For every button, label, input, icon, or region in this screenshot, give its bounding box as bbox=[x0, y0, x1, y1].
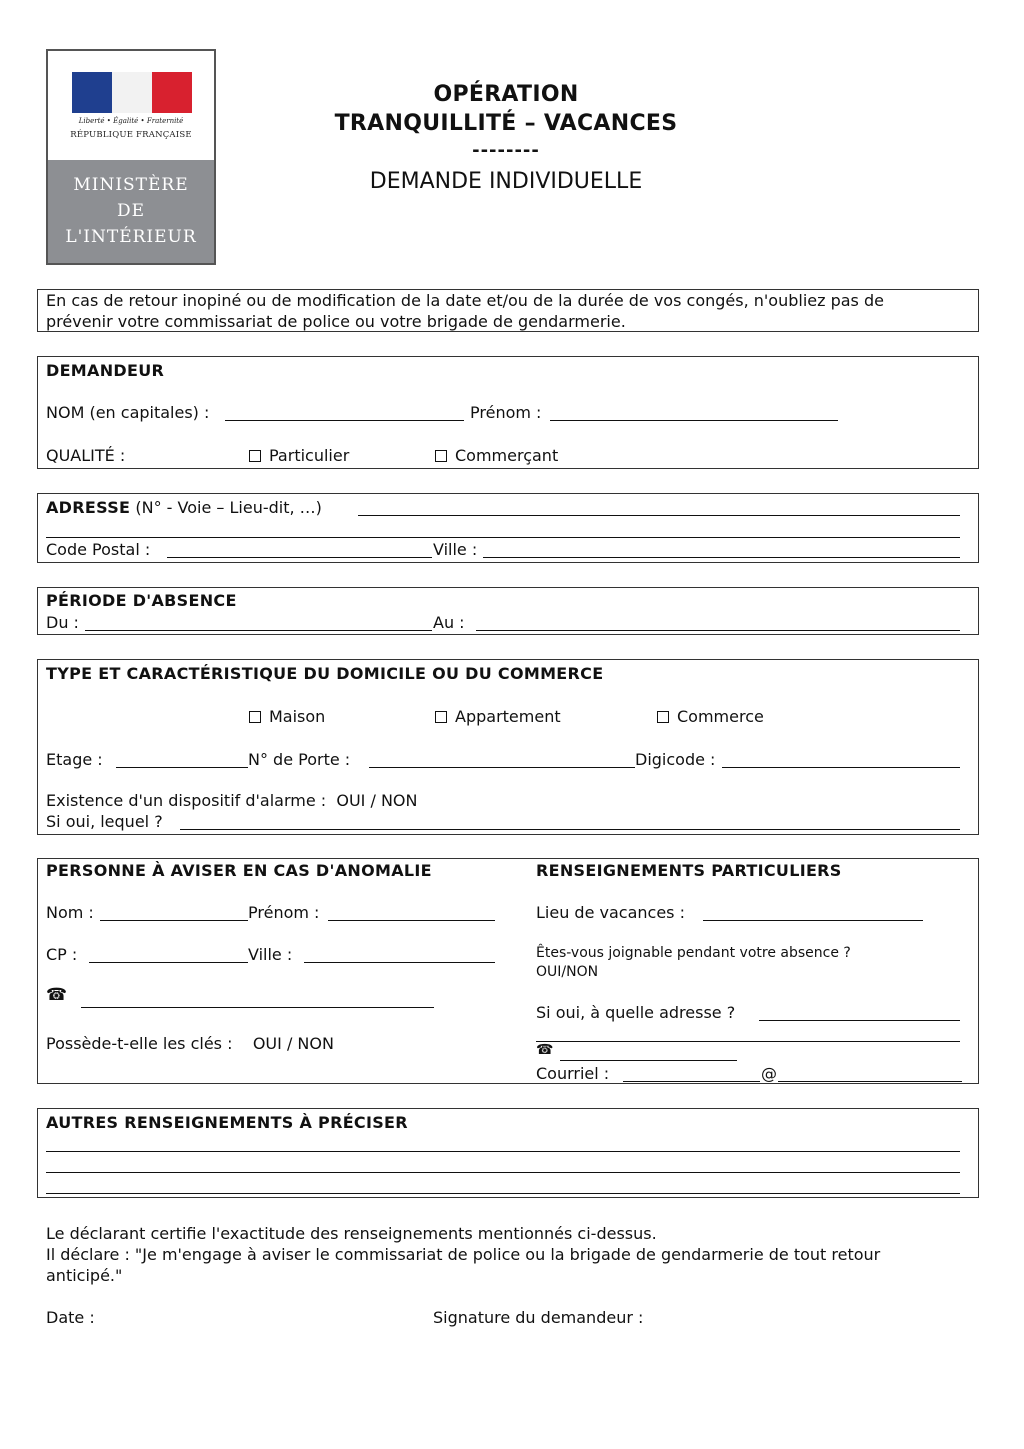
alarme-label: Existence d'un dispositif d'alarme : bbox=[46, 791, 327, 810]
ministry-line-3: L'INTÉRIEUR bbox=[65, 227, 197, 247]
commercant-checkbox[interactable] bbox=[435, 450, 447, 462]
commercant-label: Commerçant bbox=[455, 446, 559, 465]
declaration-line-2: Il déclare : "Je m'engage à aviser le commissariat de police ou la brigade de gendarmerie de tout retour bbox=[46, 1245, 881, 1264]
commerce-label: Commerce bbox=[677, 707, 764, 726]
du-field[interactable] bbox=[85, 630, 432, 631]
commercant-option[interactable] bbox=[435, 446, 558, 465]
form-subtitle: DEMANDE INDIVIDUELLE bbox=[369, 169, 643, 194]
prenom-label: Prénom : bbox=[470, 403, 542, 422]
personne-phone-icon: ☎ bbox=[46, 985, 68, 1005]
courriel-at-sign: @ bbox=[761, 1064, 777, 1083]
date-label: Date : bbox=[46, 1308, 95, 1327]
ministry-line-1: MINISTÈRE bbox=[73, 175, 189, 195]
autres-field-line-2[interactable] bbox=[46, 1172, 960, 1173]
declaration-line-1: Le déclarant certifie l'exactitude des renseignements mentionnés ci-dessus. bbox=[46, 1224, 657, 1243]
autres-heading: AUTRES RENSEIGNEMENTS À PRÉCISER bbox=[46, 1113, 408, 1132]
au-label: Au : bbox=[433, 613, 465, 632]
nom-label: NOM (en capitales) : bbox=[46, 403, 210, 422]
nom-field[interactable] bbox=[225, 420, 464, 421]
autres-field-line-1[interactable] bbox=[46, 1151, 960, 1152]
ministry-logo bbox=[46, 49, 216, 265]
cles-choice[interactable]: OUI / NON bbox=[252, 1034, 334, 1053]
courriel-user-field[interactable] bbox=[623, 1081, 760, 1082]
adresse-field-line-1[interactable] bbox=[358, 515, 960, 516]
ville-field[interactable] bbox=[483, 557, 960, 558]
particulier-checkbox[interactable] bbox=[249, 450, 261, 462]
etage-label: Etage : bbox=[46, 750, 103, 769]
digicode-field[interactable] bbox=[722, 767, 960, 768]
lieu-vacances-field[interactable] bbox=[703, 920, 923, 921]
joignable-choice[interactable]: OUI/NON bbox=[536, 964, 599, 980]
personne-nom-label: Nom : bbox=[46, 903, 94, 922]
form-title-line-1: OPÉRATION bbox=[433, 82, 579, 107]
prenom-field[interactable] bbox=[550, 420, 838, 421]
commerce-checkbox[interactable] bbox=[657, 711, 669, 723]
alarme-line bbox=[46, 791, 417, 810]
cles-label: Possède-t-elle les clés : bbox=[46, 1034, 233, 1053]
adresse-hint: (N° - Voie – Lieu-dit, …) bbox=[135, 498, 322, 517]
personne-prenom-label: Prénom : bbox=[248, 903, 320, 922]
appartement-option[interactable] bbox=[435, 707, 561, 726]
personne-ville-field[interactable] bbox=[304, 962, 495, 963]
maison-checkbox[interactable] bbox=[249, 711, 261, 723]
republic-motto: Liberté • Égalité • Fraternité bbox=[78, 117, 184, 125]
personne-prenom-field[interactable] bbox=[328, 920, 495, 921]
particulier-label: Particulier bbox=[269, 446, 350, 465]
lequel-field[interactable] bbox=[180, 829, 960, 830]
maison-label: Maison bbox=[269, 707, 326, 726]
appartement-checkbox[interactable] bbox=[435, 711, 447, 723]
notice-line-2: prévenir votre commissariat de police ou votre brigade de gendarmerie. bbox=[46, 312, 626, 331]
personne-heading: PERSONNE À AVISER EN CAS D'ANOMALIE bbox=[46, 861, 432, 880]
domicile-heading: TYPE ET CARACTÉRISTIQUE DU DOMICILE OU DU COMMERCE bbox=[46, 664, 604, 683]
renseignements-phone-icon: ☎ bbox=[536, 1042, 554, 1058]
code-postal-field[interactable] bbox=[167, 557, 432, 558]
declaration-line-3: anticipé." bbox=[46, 1266, 123, 1285]
personne-phone-field[interactable] bbox=[81, 1007, 434, 1008]
adresse-vacances-field-1[interactable] bbox=[759, 1020, 960, 1021]
adresse-heading-line bbox=[46, 498, 322, 517]
personne-nom-field[interactable] bbox=[100, 920, 248, 921]
porte-label: N° de Porte : bbox=[248, 750, 351, 769]
cles-line bbox=[46, 1034, 334, 1053]
renseignements-phone-field[interactable] bbox=[560, 1060, 737, 1061]
personne-ville-label: Ville : bbox=[248, 945, 293, 964]
renseignements-heading: RENSEIGNEMENTS PARTICULIERS bbox=[536, 861, 842, 880]
adresse-vacances-field-2[interactable] bbox=[536, 1041, 960, 1042]
lieu-vacances-label: Lieu de vacances : bbox=[536, 903, 685, 922]
au-field[interactable] bbox=[476, 630, 960, 631]
particulier-option[interactable] bbox=[249, 446, 349, 465]
lequel-label: Si oui, lequel ? bbox=[46, 812, 163, 831]
ministry-name-block bbox=[48, 160, 214, 263]
periode-heading: PÉRIODE D'ABSENCE bbox=[46, 591, 237, 610]
qualite-label: QUALITÉ : bbox=[46, 446, 126, 465]
signature-label: Signature du demandeur : bbox=[433, 1308, 644, 1327]
personne-cp-field[interactable] bbox=[89, 962, 248, 963]
porte-field[interactable] bbox=[369, 767, 635, 768]
demandeur-heading: DEMANDEUR bbox=[46, 361, 165, 380]
courriel-domain-field[interactable] bbox=[778, 1081, 962, 1082]
ville-label: Ville : bbox=[433, 540, 478, 559]
alarme-choice[interactable]: OUI / NON bbox=[336, 791, 418, 810]
autres-field-line-3[interactable] bbox=[46, 1193, 960, 1194]
appartement-label: Appartement bbox=[455, 707, 561, 726]
republic-name: RÉPUBLIQUE FRANÇAISE bbox=[70, 130, 192, 140]
digicode-label: Digicode : bbox=[635, 750, 716, 769]
form-title-line-2: TRANQUILLITÉ – VACANCES bbox=[334, 111, 678, 136]
adresse-heading: ADRESSE bbox=[46, 498, 131, 517]
title-separator: -------- bbox=[472, 140, 540, 161]
personne-cp-label: CP : bbox=[46, 945, 78, 964]
marianne-flag-emblem bbox=[72, 72, 192, 113]
maison-option[interactable] bbox=[249, 707, 325, 726]
courriel-label: Courriel : bbox=[536, 1064, 610, 1083]
code-postal-label: Code Postal : bbox=[46, 540, 151, 559]
notice-line-1: En cas de retour inopiné ou de modification de la date et/ou de la durée de vos congés, n'oubliez pas de bbox=[46, 291, 884, 310]
adresse-field-line-2[interactable] bbox=[46, 537, 960, 538]
etage-field[interactable] bbox=[116, 767, 248, 768]
commerce-option[interactable] bbox=[657, 707, 764, 726]
du-label: Du : bbox=[46, 613, 79, 632]
adresse-vacances-label: Si oui, à quelle adresse ? bbox=[536, 1003, 736, 1022]
joignable-label: Êtes-vous joignable pendant votre absence ? bbox=[536, 945, 851, 961]
ministry-line-2: DE bbox=[116, 201, 146, 221]
